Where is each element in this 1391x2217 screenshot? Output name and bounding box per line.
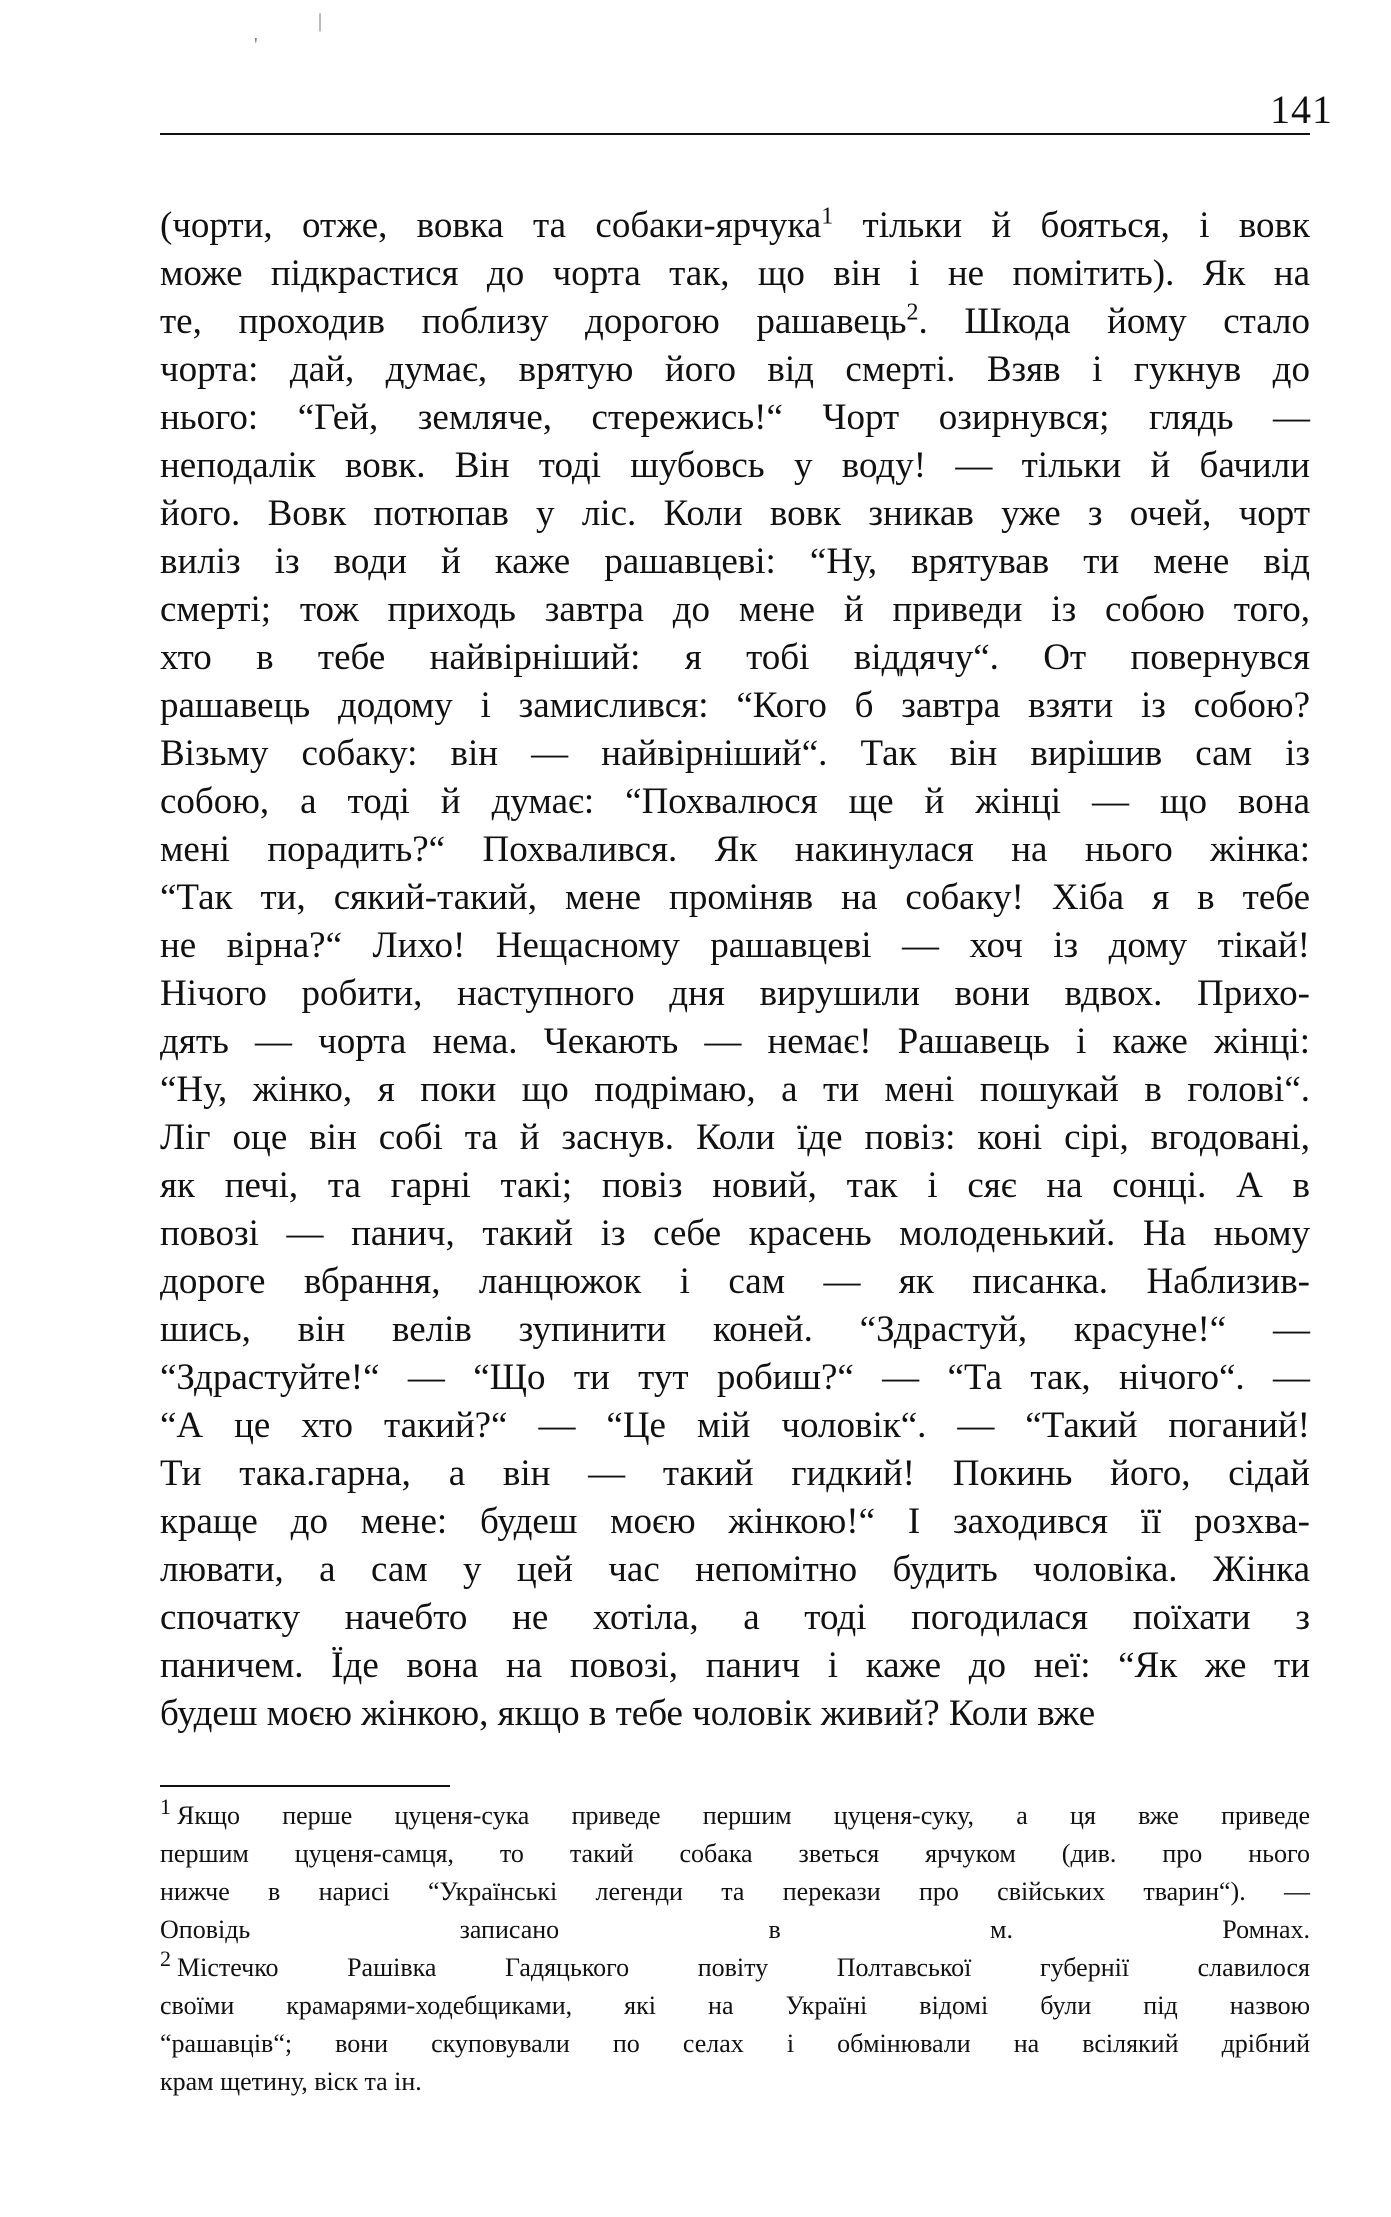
footnote-line: Оповідь записано в м. Ромнах. <box>160 1915 1310 1944</box>
text-line: паничем. Їде вона на повозі, панич і каже до неї: “Як же ти <box>160 1645 1310 1686</box>
footnote-ref[interactable]: 2 <box>906 299 919 326</box>
footnote-line: своїми крамарями-ходебщиками, які на Україні відомі були під назвою <box>160 1991 1310 2020</box>
text-line: мені порадить?“ Похвалився. Як накинулася на нього жінка: <box>160 829 1310 870</box>
text-line: лювати, а сам у цей час непомітно будить чоловіка. Жінка <box>160 1549 1310 1590</box>
footnotes <box>160 1794 1310 2101</box>
text-line: нього: “Гей, земляче, стережись!“ Чорт озирнувся; глядь — <box>160 397 1310 438</box>
text-line: Нічого робити, наступного дня вирушили вони вдвох. Прихо- <box>160 973 1310 1014</box>
text-line: дороге вбрання, ланцюжок і сам — як писанка. Наблизив- <box>160 1261 1310 1302</box>
text-line: “Ну, жінко, я поки що подрімаю, а ти мені пошукай в голові“. <box>160 1069 1310 1110</box>
footnote-number: 1 <box>160 1794 171 1820</box>
footnote-line: нижче в нарисі “Українські легенди та перекази про свійських тварин“). — <box>160 1877 1310 1906</box>
text-line: (чорти, отже, вовка та собаки-ярчука$^1$ тільки й бояться, і вовк <box>160 203 1310 246</box>
footnote-line: $^1$ Якщо перше цуценя-сука приведе першим цуценя-суку, а ця вже приведе <box>160 1794 1310 1830</box>
text-line: краще до мене: будеш моєю жінкою!“ І заходився її розхва- <box>160 1501 1310 1542</box>
text-line: хто в тебе найвірніший: я тобі віддячу“. От повернувся <box>160 637 1310 678</box>
main-text <box>160 202 1310 1738</box>
text-line: повозі — панич, такий із себе красень молоденький. На ньому <box>160 1213 1310 1254</box>
text-line: будеш моєю жінкою, якщо в тебе чоловік живий? Коли вже <box>160 1693 1096 1734</box>
footnote-line: “рашавців“; вони скуповували по селах і обмінювали на всілякий дрібний <box>160 2029 1310 2058</box>
text-line: собою, а тоді й думає: “Похвалюся ще й жінці — що вона <box>160 781 1310 822</box>
text-line: неподалік вовк. Він тоді шубовсь у воду! — тільки й бачили <box>160 445 1310 486</box>
footnote-divider <box>160 1785 450 1787</box>
footnote-ref[interactable]: 1 <box>821 203 834 230</box>
text-line: шись, він велів зупинити коней. “Здрастуй, красуне!“ — <box>160 1309 1310 1350</box>
text-line: смерті; тож приходь завтра до мене й приведи із собою того, <box>160 589 1310 630</box>
text-line: “А це хто такий?“ — “Це мій чоловік“. — “Такий поганий! <box>160 1405 1310 1446</box>
text-line: як печі, та гарні такі; повіз новий, так і сяє на сонці. А в <box>160 1165 1310 1206</box>
footnote-number: 2 <box>160 1946 171 1972</box>
text-line: Візьму собаку: він — найвірніший“. Так він вирішив сам із <box>160 733 1310 774</box>
footnote-line: $^2$ Містечко Рашівка Гадяцького повіту Полтавської губернії славилося <box>160 1946 1310 1982</box>
footnote-line: крам щетину, віск та ін. <box>160 2067 422 2096</box>
text-line: його. Вовк потюпав у ліс. Коли вовк зникав уже з очей, чорт <box>160 493 1310 534</box>
text-line: “Так ти, сякий-такий, мене проміняв на собаку! Хіба я в тебе <box>160 877 1310 918</box>
page-number: 141 <box>1270 87 1333 132</box>
text-line: “Здрастуйте!“ — “Що ти тут робиш?“ — “Та так, нічого“. — <box>160 1357 1310 1398</box>
header-divider <box>160 133 1310 135</box>
text-line: не вірна?“ Лихо! Нещасному рашавцеві — хоч із дому тікай! <box>160 925 1310 966</box>
text-line: Ліг оце він собі та й заснув. Коли їде повіз: коні сірі, вгодовані, <box>160 1117 1310 1158</box>
text-line: Ти така.гарна, а він — такий гидкий! Покинь його, сідай <box>160 1453 1310 1494</box>
text-line: може підкрастися до чорта так, що він і не помітить). Як на <box>160 253 1310 294</box>
text-line: рашавець додому і замислився: “Кого б завтра взяти із собою? <box>160 685 1310 726</box>
text-line: чорта: дай, думає, врятую його від смерті. Взяв і гукнув до <box>160 349 1310 390</box>
footnote-line: першим цуценя-самця, то такий собака зветься ярчуком (див. про нього <box>160 1839 1310 1868</box>
text-line: спочатку начебто не хотіла, а тоді погодилася поїхати з <box>160 1597 1310 1638</box>
stray-mark: ' <box>254 34 258 56</box>
text-line: виліз із води й каже рашавцеві: “Ну, врятував ти мене від <box>160 541 1310 582</box>
stray-mark: | <box>318 10 323 32</box>
text-line: те, проходив поблизу дорогою рашавець$^2$. Шкода йому стало <box>160 299 1310 342</box>
text-line: дять — чорта нема. Чекають — немає! Рашавець і каже жінці: <box>160 1021 1310 1062</box>
